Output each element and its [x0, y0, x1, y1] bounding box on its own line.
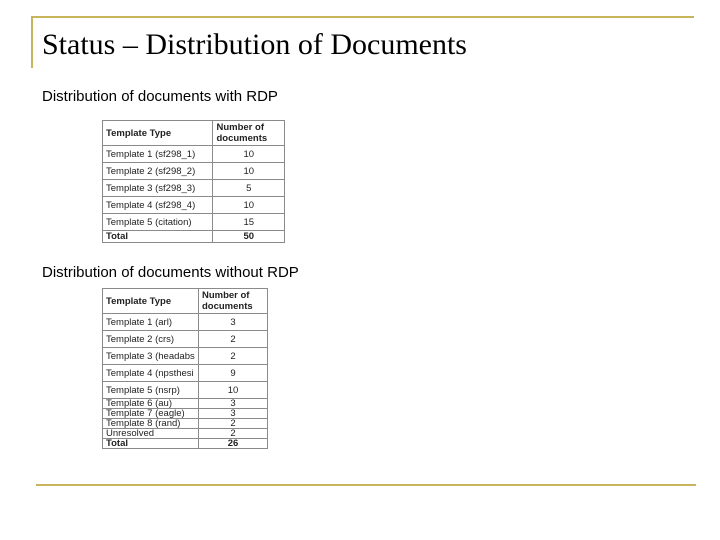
table-row [103, 331, 268, 348]
column-header-template-type: Template Type [103, 289, 199, 314]
template-type-cell: Template 2 (sf298_2) [103, 163, 213, 180]
template-type-cell: Template 4 (npsthesi [103, 365, 199, 382]
template-type-cell: Template 8 (rand) [103, 419, 199, 429]
table-row [103, 214, 285, 231]
column-header-number-of-documents: Number of documents [198, 289, 267, 314]
template-type-cell: Template 3 (headabs [103, 348, 199, 365]
without-rdp-table [102, 288, 268, 449]
table-row [103, 348, 268, 365]
total-value: 50 [213, 231, 285, 243]
table-row [103, 382, 268, 399]
table-row [103, 365, 268, 382]
total-label: Total [103, 231, 213, 243]
document-count-cell: 10 [198, 382, 267, 399]
slide-title: Status – Distribution of Documents [42, 28, 467, 61]
template-type-cell: Template 7 (eagle) [103, 409, 199, 419]
document-count-cell: 10 [213, 197, 285, 214]
table-row [103, 409, 268, 419]
with-rdp-heading: Distribution of documents with RDP [42, 88, 278, 105]
document-count-cell: 2 [198, 331, 267, 348]
total-row [103, 439, 268, 449]
table-row [103, 180, 285, 197]
template-type-cell: Template 1 (arl) [103, 314, 199, 331]
template-type-cell: Template 4 (sf298_4) [103, 197, 213, 214]
template-type-cell: Template 6 (au) [103, 399, 199, 409]
template-type-cell: Template 1 (sf298_1) [103, 146, 213, 163]
table-row [103, 419, 268, 429]
table-row [103, 163, 285, 180]
document-count-cell: 2 [198, 348, 267, 365]
table-row [103, 399, 268, 409]
total-label: Total [103, 439, 199, 449]
table-row [103, 429, 268, 439]
with-rdp-table [102, 120, 285, 243]
template-type-cell: Template 5 (nsrp) [103, 382, 199, 399]
table-header-row [103, 121, 285, 146]
document-count-cell: 10 [213, 163, 285, 180]
document-count-cell: 3 [198, 399, 267, 409]
table-row [103, 314, 268, 331]
frame-top-rule [31, 16, 694, 18]
template-type-cell: Template 3 (sf298_3) [103, 180, 213, 197]
without-rdp-heading: Distribution of documents without RDP [42, 264, 299, 281]
document-count-cell: 3 [198, 314, 267, 331]
template-type-cell: Template 2 (crs) [103, 331, 199, 348]
template-type-cell: Template 5 (citation) [103, 214, 213, 231]
column-header-template-type: Template Type [103, 121, 213, 146]
table-row [103, 197, 285, 214]
frame-left-rule [31, 16, 33, 68]
document-count-cell: 5 [213, 180, 285, 197]
frame-bottom-rule [36, 484, 696, 486]
total-value: 26 [198, 439, 267, 449]
document-count-cell: 3 [198, 409, 267, 419]
table-row [103, 146, 285, 163]
document-count-cell: 15 [213, 214, 285, 231]
table-header-row [103, 289, 268, 314]
document-count-cell: 2 [198, 429, 267, 439]
column-header-number-of-documents: Number of documents [213, 121, 285, 146]
document-count-cell: 2 [198, 419, 267, 429]
total-row [103, 231, 285, 243]
document-count-cell: 9 [198, 365, 267, 382]
template-type-cell: Unresolved [103, 429, 199, 439]
document-count-cell: 10 [213, 146, 285, 163]
